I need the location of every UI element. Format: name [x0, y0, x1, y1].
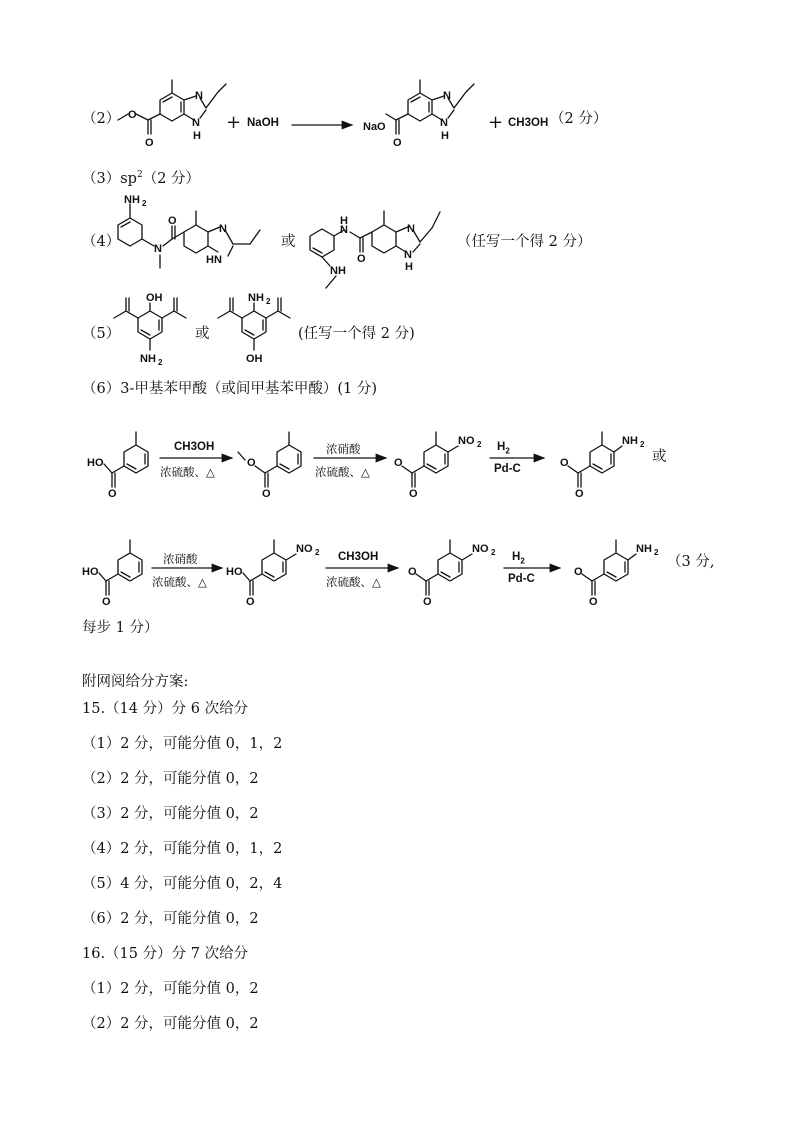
- scheme-15-item-1: （1）2 分，可能分值 0，1，2: [82, 736, 283, 752]
- svg-text:N: N: [192, 117, 200, 129]
- svg-text:N: N: [219, 223, 227, 235]
- route1-or: 或: [652, 449, 667, 465]
- svg-text:NO: NO: [296, 543, 313, 555]
- q4-structure-b: [310, 211, 440, 288]
- svg-text:NO: NO: [458, 435, 475, 447]
- q2-plus-1: +: [226, 112, 242, 133]
- q4-structure-a: [118, 194, 260, 268]
- scheme-15-item-5: （5）4 分，可能分值 0，2，4: [82, 876, 283, 892]
- score-tail: 每步 1 分）: [82, 620, 159, 636]
- svg-text:O: O: [560, 457, 569, 469]
- scheme-16-item-2: （2）2 分，可能分值 0，2: [82, 1016, 259, 1032]
- q5-or: 或: [195, 326, 210, 342]
- svg-text:N: N: [443, 90, 451, 102]
- svg-text:O: O: [408, 566, 417, 578]
- svg-text:N: N: [440, 117, 448, 129]
- route2-step1-reagent: 浓硝酸: [163, 552, 198, 566]
- route1-structure-ester: [238, 432, 301, 500]
- svg-text:NH: NH: [124, 194, 140, 206]
- q3-superscript: 2: [136, 170, 143, 180]
- svg-text:H: H: [441, 130, 449, 142]
- route2-structure-nitro-acid: [226, 540, 320, 608]
- q4-number: （4）: [82, 234, 121, 250]
- scheme-15-item-2: （2）2 分，可能分值 0，2: [82, 771, 259, 787]
- svg-text:O: O: [262, 488, 271, 500]
- svg-text:H: H: [193, 130, 201, 142]
- svg-text:O: O: [357, 253, 366, 265]
- svg-text:N: N: [404, 249, 412, 261]
- svg-text:O: O: [246, 596, 255, 608]
- svg-text:2: 2: [640, 440, 645, 449]
- svg-text:2: 2: [491, 548, 496, 557]
- svg-text:NH: NH: [140, 353, 156, 365]
- svg-text:2: 2: [266, 297, 271, 306]
- svg-text:2: 2: [654, 548, 659, 557]
- scheme-15-header: 15.（14 分）分 6 次给分: [82, 701, 249, 717]
- scheme-15-item-3: （3）2 分，可能分值 0，2: [82, 806, 259, 822]
- svg-text:O: O: [145, 137, 154, 149]
- svg-text:NaO: NaO: [363, 121, 386, 133]
- route2-step1-condition: 浓硫酸、△: [152, 575, 207, 589]
- svg-text:NH: NH: [248, 292, 264, 304]
- q2-plus-2: +: [488, 112, 504, 133]
- q2-number: （2）: [82, 111, 121, 127]
- svg-text:HO: HO: [87, 457, 104, 469]
- svg-text:O: O: [423, 596, 432, 608]
- svg-text:HN: HN: [206, 254, 222, 266]
- svg-text:2: 2: [158, 358, 163, 367]
- svg-text:HO: HO: [82, 566, 99, 578]
- q4-or: 或: [281, 234, 296, 250]
- q3-text: sp: [120, 170, 137, 187]
- svg-text:N: N: [154, 243, 162, 255]
- q5-structure-b: [218, 292, 290, 365]
- scheme-15-item-4: （4）2 分，可能分值 0，1，2: [82, 841, 283, 857]
- svg-text:NH: NH: [636, 543, 652, 555]
- scheme-16-header: 16.（15 分）分 7 次给分: [82, 946, 249, 962]
- svg-text:O: O: [393, 137, 402, 149]
- svg-text:O: O: [575, 488, 584, 500]
- route2-step3-catalyst: Pd-C: [508, 573, 535, 585]
- q2-byproduct-methanol: CH3OH: [508, 117, 549, 129]
- svg-text:2: 2: [142, 199, 147, 208]
- svg-text:N: N: [340, 224, 348, 236]
- route1-step3-catalyst: Pd-C: [494, 463, 521, 475]
- svg-text:N: N: [195, 90, 203, 102]
- q2-reagent-naoh: NaOH: [247, 117, 279, 129]
- q3-number: （3）: [82, 170, 121, 187]
- q2-score: （2 分）: [550, 111, 608, 127]
- svg-text:O: O: [589, 596, 598, 608]
- scheme-title: 附网阅给分方案:: [82, 674, 189, 690]
- svg-text:O: O: [409, 488, 418, 500]
- svg-text:O: O: [128, 109, 137, 121]
- route1-step2-condition: 浓硫酸、△: [315, 465, 370, 479]
- q4-note: （任写一个得 2 分）: [457, 234, 592, 250]
- route1-structure-acid: [87, 432, 148, 500]
- scheme-16-item-1: （1）2 分，可能分值 0，2: [82, 981, 259, 997]
- svg-text:OH: OH: [146, 292, 163, 304]
- svg-text:O: O: [247, 457, 256, 469]
- q3-score: （2 分）: [142, 170, 201, 187]
- route2-structure-acid: [82, 540, 142, 608]
- route1-step3-reagent: $H_2$: [497, 441, 510, 456]
- route1-structure-nitro-ester: [394, 432, 482, 500]
- svg-text:N: N: [407, 223, 415, 235]
- svg-text:O: O: [108, 488, 117, 500]
- svg-text:NH: NH: [330, 265, 346, 277]
- q5-number: （5）: [82, 326, 121, 342]
- svg-text:O: O: [574, 566, 583, 578]
- svg-text:O: O: [102, 596, 111, 608]
- route2-step3-reagent: $H_2$: [512, 551, 525, 566]
- svg-text:O: O: [394, 457, 403, 469]
- svg-text:H: H: [405, 261, 413, 273]
- q6-answer: （6）3-甲基苯甲酸（或间甲基苯甲酸）(1 分): [82, 381, 377, 397]
- svg-text:2: 2: [315, 548, 320, 557]
- route1-step1-reagent: CH3OH: [174, 441, 215, 453]
- svg-text:NO: NO: [472, 543, 489, 555]
- q2-product-structure: [363, 80, 474, 149]
- scheme-15-item-6: （6）2 分，可能分值 0，2: [82, 911, 259, 927]
- route2-structure-nitro-ester: [408, 540, 496, 608]
- route1-structure-amino-ester: [560, 432, 645, 500]
- route2-score: （3 分,: [667, 554, 715, 570]
- route2-step2-condition: 浓硫酸、△: [326, 575, 381, 589]
- q5-note: (任写一个得 2 分): [298, 326, 415, 342]
- route1-step1-condition: 浓硫酸、△: [160, 465, 215, 479]
- q2-reactant-structure: [118, 80, 226, 149]
- svg-text:O: O: [168, 215, 177, 227]
- svg-text:NH: NH: [622, 435, 638, 447]
- route1-step2-reagent: 浓硝酸: [326, 442, 361, 456]
- svg-text:H: H: [340, 215, 348, 227]
- svg-text:2: 2: [477, 440, 482, 449]
- q5-structure-a: [114, 292, 186, 367]
- route2-step2-reagent: CH3OH: [338, 551, 379, 563]
- svg-text:HO: HO: [226, 566, 243, 578]
- svg-text:OH: OH: [246, 353, 263, 365]
- route2-structure-amino-ester: [574, 540, 659, 608]
